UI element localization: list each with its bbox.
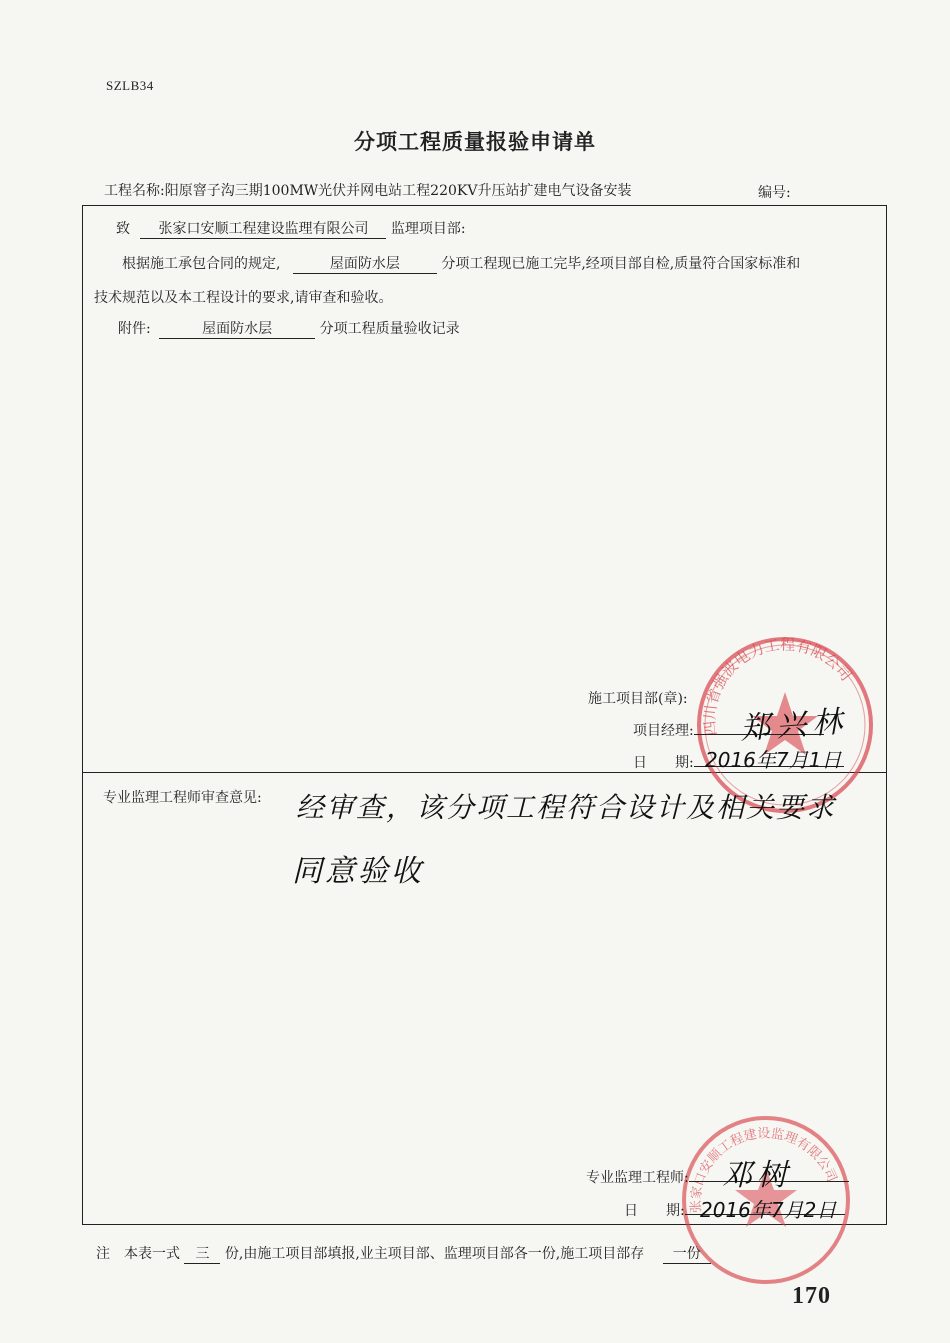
attachment-item: 屋面防水层 (159, 321, 315, 339)
application-body-line1 (122, 253, 800, 274)
review-label: 专业监理工程师审查意见: (103, 790, 262, 806)
supervisor-stamp-text: 张家口安顺工程建设监理有限公司 (688, 1126, 840, 1214)
contractor-dept-label: 施工项目部(章): (588, 691, 688, 707)
page-title: 分项工程质量报验申请单 (354, 130, 596, 154)
contractor-stamp-text: 四川省强波电力工程有限公司 (700, 635, 856, 737)
project-name-label: 工程名称: (104, 183, 165, 199)
manager-label: 项目经理: (633, 723, 694, 739)
contractor-date-value: 2016年7月1日 (705, 748, 842, 772)
body-suffix: 分项工程现已施工完毕,经项目部自检,质量符合国家标准和 (441, 256, 801, 272)
footer-note (96, 1243, 711, 1264)
review-date-value: 2016年7月2日 (700, 1198, 837, 1222)
addressee-row (116, 218, 466, 239)
form-code: SZLB34 (106, 78, 154, 93)
note-tail: 一份 (663, 1246, 711, 1264)
engineer-row (586, 1167, 849, 1187)
note-copies: 三 (184, 1246, 220, 1264)
review-date-label: 日 期: (624, 1203, 685, 1219)
review-opinion-line1: 经审查，该分项工程符合设计及相关要求 (296, 791, 837, 824)
addressee-suffix: 监理项目部: (390, 221, 466, 237)
engineer-label: 专业监理工程师: (586, 1170, 689, 1186)
body-prefix: 根据施工承包合同的规定, (122, 256, 281, 272)
attachment-suffix: 分项工程质量验收记录 (319, 321, 460, 337)
form-number-label: 编号: (758, 185, 791, 201)
addressee-prefix: 致 (116, 221, 130, 237)
addressee-company: 张家口安顺工程建设监理有限公司 (140, 221, 386, 239)
project-name-row (104, 180, 631, 200)
project-name-value: 阳原窨子沟三期100MW光伏并网电站工程220KV升压站扩建电气设备安装 (164, 183, 632, 199)
page-number: 170 (792, 1283, 831, 1309)
manager-signature: 郑兴林 (739, 704, 850, 747)
application-body-line2: 技术规范以及本工程设计的要求,请审查和验收。 (94, 290, 393, 306)
contractor-date-label: 日 期: (633, 755, 694, 771)
review-opinion-line2: 同意验收 (292, 854, 424, 889)
note-prefix: 注 本表一式 (96, 1246, 180, 1262)
engineer-signature: 邓树 (722, 1158, 792, 1193)
note-suffix: 份,由施工项目部填报,业主项目部、监理项目部各一份,施工项目部存 (224, 1246, 645, 1262)
attachment-row (118, 318, 460, 339)
attachment-label: 附件: (118, 321, 151, 337)
item-name: 屋面防水层 (293, 256, 437, 274)
